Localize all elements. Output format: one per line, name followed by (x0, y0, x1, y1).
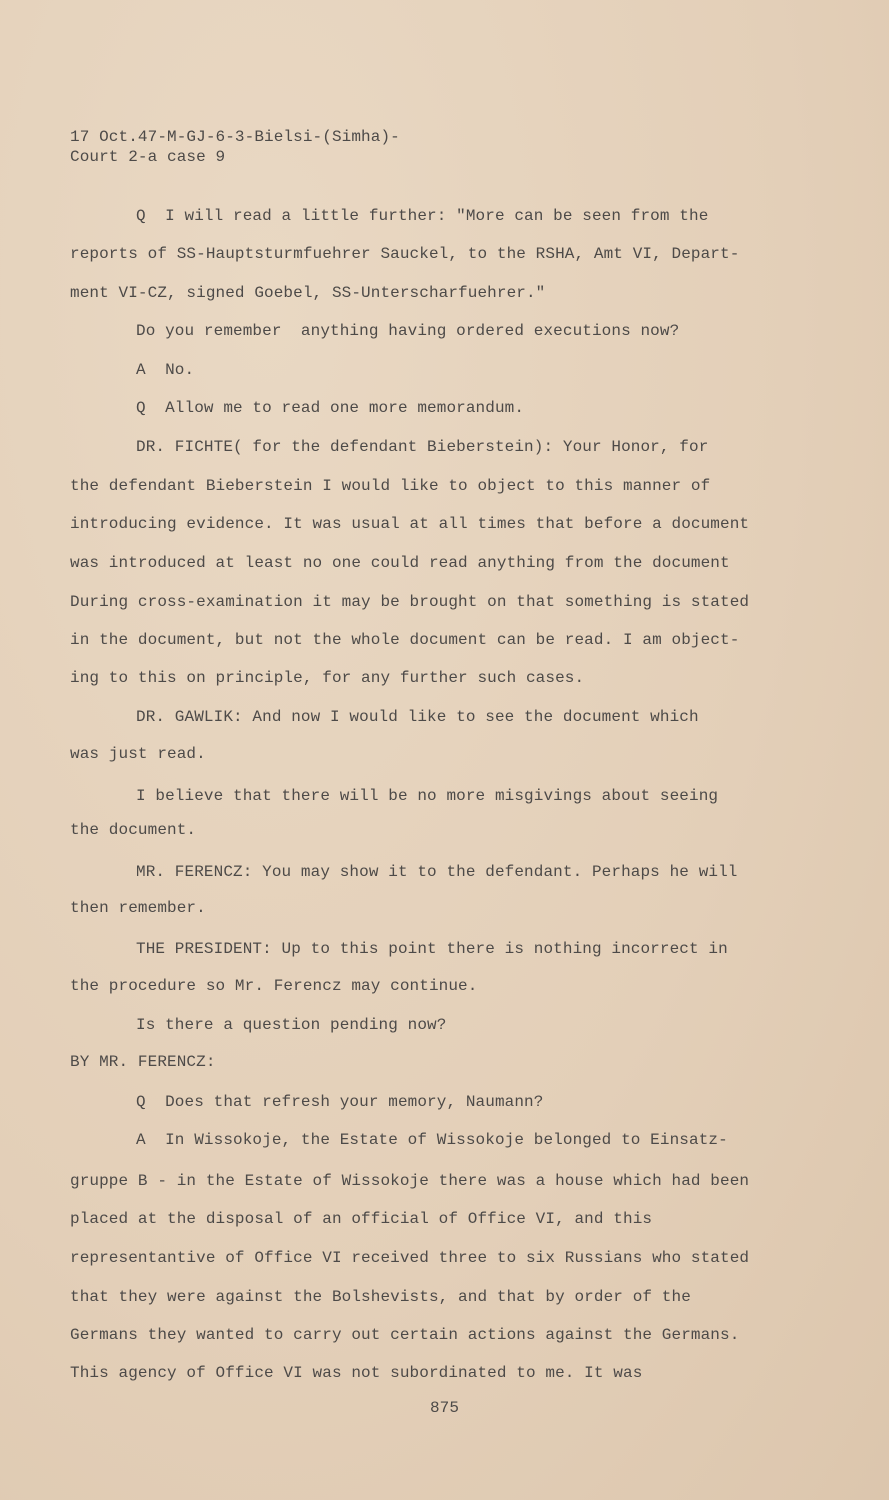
text-line: MR. FERENCZ: You may show it to the defendant. Perhaps he will (136, 863, 738, 881)
text-line: Germans they wanted to carry out certain actions against the Germans. (70, 1326, 740, 1344)
text-line: Is there a question pending now? (136, 1016, 447, 1034)
text-line: in the document, but not the whole document can be read. I am object- (70, 631, 740, 649)
text-line: introducing evidence. It was usual at all times that before a document (70, 515, 750, 533)
header-line-2: Court 2-a case 9 (70, 148, 226, 166)
text-line: ment VI-CZ, signed Goebel, SS-Unterscharfuehrer." (70, 284, 546, 302)
text-line: THE PRESIDENT: Up to this point there is nothing incorrect in (136, 940, 728, 958)
header-line-1: 17 Oct.47-M-GJ-6-3-Bielsi-(Simha)- (70, 128, 400, 146)
text-line: Q Does that refresh your memory, Naumann? (136, 1093, 544, 1111)
text-line: gruppe B - in the Estate of Wissokoje there was a house which had been (70, 1172, 750, 1190)
text-line: the defendant Bieberstein I would like to object to this manner of (70, 477, 711, 495)
text-line: A In Wissokoje, the Estate of Wissokoje belonged to Einsatz- (136, 1131, 728, 1149)
text-line: During cross-examination it may be brought on that something is stated (70, 593, 750, 611)
text-line: I believe that there will be no more misgivings about seeing (136, 787, 719, 805)
text-line: was just read. (70, 745, 206, 763)
text-line: DR. GAWLIK: And now I would like to see the document which (136, 708, 699, 726)
text-line: was introduced at least no one could read anything from the document (70, 554, 730, 572)
text-line: Q I will read a little further: "More can be seen from the (136, 207, 709, 225)
text-line: placed at the disposal of an official of Office VI, and this (70, 1210, 653, 1228)
text-line: DR. FICHTE( for the defendant Bieberstein): Your Honor, for (136, 438, 709, 456)
text-line: the document. (70, 821, 197, 839)
text-line: the procedure so Mr. Ferencz may continue. (70, 977, 478, 995)
text-line: This agency of Office VI was not subordinated to me. It was (70, 1364, 643, 1382)
text-line: then remember. (70, 899, 206, 917)
text-line: A No. (136, 361, 195, 379)
text-line: representantive of Office VI received three to six Russians who stated (70, 1249, 750, 1267)
text-line: ing to this on principle, for any further such cases. (70, 669, 585, 687)
text-line: Q Allow me to read one more memorandum. (136, 399, 525, 417)
page-number: 875 (429, 1399, 460, 1417)
text-line: that they were against the Bolshevists, and that by order of the (70, 1288, 691, 1306)
text-line: reports of SS-Hauptsturmfuehrer Sauckel, to the RSHA, Amt VI, Depart- (70, 245, 740, 263)
text-line: BY MR. FERENCZ: (70, 1053, 216, 1071)
text-line: Do you remember anything having ordered executions now? (136, 322, 680, 340)
